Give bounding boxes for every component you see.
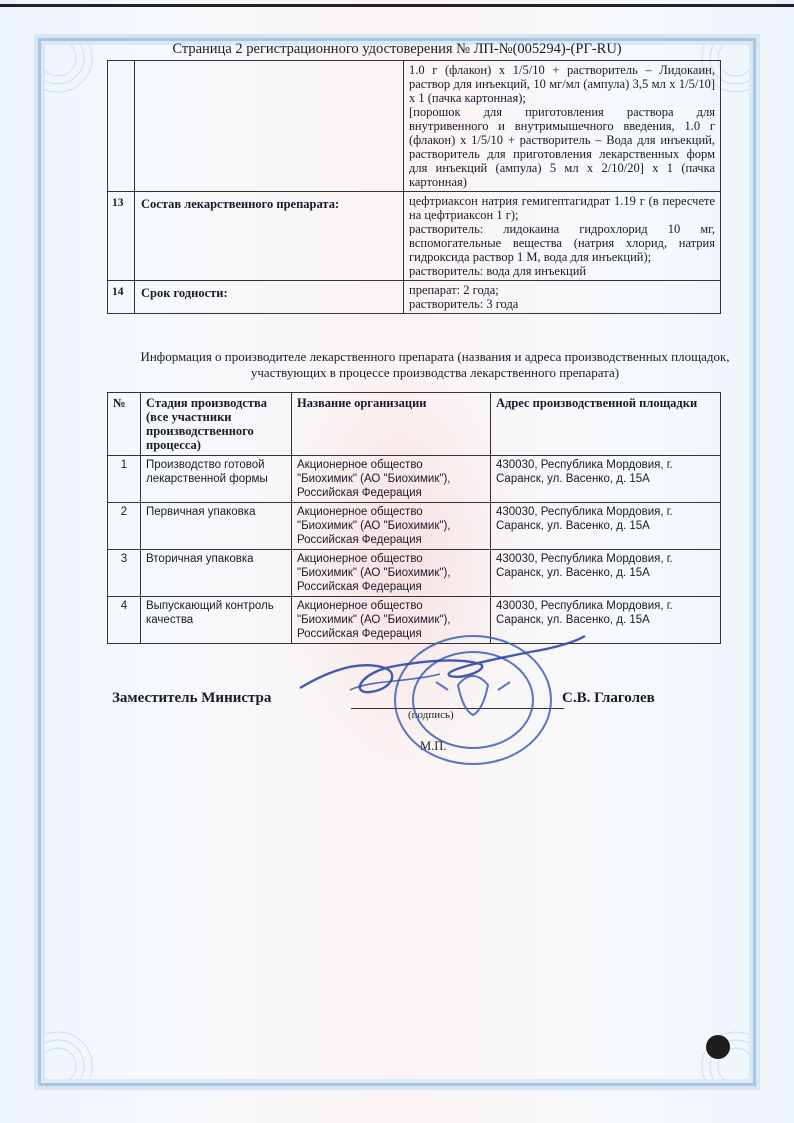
table-row	[108, 503, 721, 550]
table-row	[108, 456, 721, 503]
composition-number: 13	[108, 192, 135, 281]
composition-line: цефтриаксон натрия гемигептагидрат 1.19 г (в пересчете на цефтриаксон 1 г);	[409, 194, 715, 222]
packaging-line: [порошок для приготовления раствора для внутривенного и внутримышечного введения, 1.0 г (флакон) х 1/5/10 + растворитель – Вода для инъекций, растворитель для приготовления лекарственных форм для инъекций (ампула) 5 мл х 2/10/20] х 1 (пачка картонная)	[409, 105, 715, 189]
packaging-value-cell	[404, 61, 721, 192]
packaging-row	[108, 61, 721, 192]
row-address: 430030, Республика Мордовия, г. Саранск, ул. Васенко, д. 15А	[491, 503, 721, 550]
shelf-life-line: препарат: 2 года;	[409, 283, 499, 297]
composition-line: растворитель: вода для инъекций	[409, 264, 587, 278]
row-stage: Выпускающий контроль качества	[141, 597, 292, 644]
row-organization: Акционерное общество "Биохимик" (АО "Биохимик"), Российская Федерация	[292, 456, 491, 503]
shelf-life-row	[108, 281, 721, 314]
row-address: 430030, Республика Мордовия, г. Саранск, ул. Васенко, д. 15А	[491, 456, 721, 503]
row-number: 2	[108, 503, 141, 550]
signer-name: С.В. Глаголев	[562, 690, 655, 706]
row-stage: Первичная упаковка	[141, 503, 292, 550]
composition-value-cell	[404, 192, 721, 281]
col-header-organization: Название организации	[292, 393, 491, 456]
col-header-address: Адрес производственной площадки	[491, 393, 721, 456]
manufacturer-info	[140, 349, 730, 381]
row-address: 430030, Республика Мордовия, г. Саранск, ул. Васенко, д. 15А	[491, 597, 721, 644]
row-number: 3	[108, 550, 141, 597]
row-number: 4	[108, 597, 141, 644]
manufacturer-info-line: Информация о производителе лекарственного препарата (названия и адреса производственных площадок,	[140, 349, 730, 364]
composition-line: растворитель: лидокаина гидрохлорид 10 мг, вспомогательные вещества (натрия хлорид, натрия гидроксида раствор 1 М, вода для инъекций);	[409, 222, 715, 264]
composition-label: Состав лекарственного препарата:	[135, 192, 404, 281]
row-organization: Акционерное общество "Биохимик" (АО "Биохимик"), Российская Федерация	[292, 550, 491, 597]
col-header-number: №	[108, 393, 141, 456]
row-stage: Вторичная упаковка	[141, 550, 292, 597]
row-stage: Производство готовой лекарственной формы	[141, 456, 292, 503]
seal-place-label: М.П.	[420, 739, 447, 753]
signature-caption: (подпись)	[408, 709, 454, 721]
packaging-line: 1.0 г (флакон) х 1/5/10 + растворитель – Лидокаин, раствор для инъекций, 10 мг/мл (ампула) 3,5 мл х 1/5/10] х 1 (пачка картонная);	[409, 63, 715, 105]
page-header: Страница 2 регистрационного удостоверения № ЛП-№(005294)-(РГ-RU)	[172, 41, 622, 57]
punch-hole	[706, 1035, 730, 1059]
scan-edge-line	[0, 4, 794, 7]
shelf-life-number: 14	[108, 281, 135, 314]
handwritten-signature-icon	[290, 630, 590, 710]
table-row	[108, 550, 721, 597]
shelf-life-value-cell	[404, 281, 721, 314]
row-number: 1	[108, 456, 141, 503]
row-address: 430030, Республика Мордовия, г. Саранск, ул. Васенко, д. 15А	[491, 550, 721, 597]
row-organization: Акционерное общество "Биохимик" (АО "Биохимик"), Российская Федерация	[292, 597, 491, 644]
composition-row	[108, 192, 721, 281]
packaging-label-cell	[135, 61, 404, 192]
shelf-life-label: Срок годности:	[135, 281, 404, 314]
col-header-stage: Стадия производства (все участники производственного процесса)	[141, 393, 292, 456]
production-table	[107, 392, 721, 644]
manufacturer-info-line: участвующих в процессе производства лекарственного препарата)	[250, 365, 620, 380]
row-organization: Акционерное общество "Биохимик" (АО "Биохимик"), Российская Федерация	[292, 503, 491, 550]
shelf-life-line: растворитель: 3 года	[409, 297, 519, 311]
packaging-number-cell	[108, 61, 135, 192]
details-table	[107, 60, 721, 314]
signer-position: Заместитель Министра	[112, 690, 272, 706]
production-header-row	[108, 393, 721, 456]
